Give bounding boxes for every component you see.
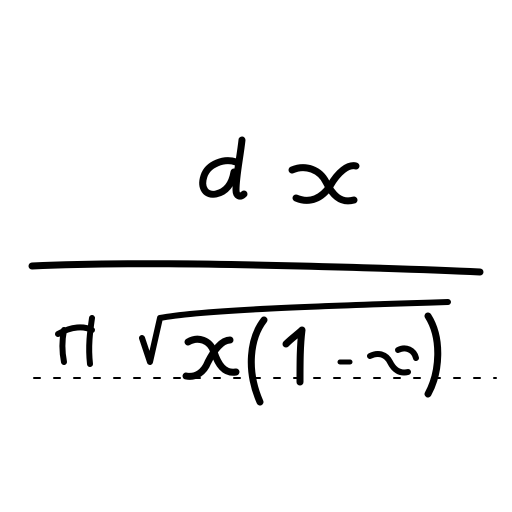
fraction-bar [32,264,480,272]
denominator-x2-2 [398,348,416,358]
left-paren [251,320,264,402]
pi-top [58,327,92,334]
letter-d-bowl [203,161,236,195]
pi-right-leg [89,318,92,364]
numerator-dx [203,140,356,201]
right-paren [428,316,438,394]
denominator-x2-1 [370,354,408,373]
digit-one [286,330,302,382]
letter-d-stem [236,140,244,196]
denominator [34,302,496,402]
